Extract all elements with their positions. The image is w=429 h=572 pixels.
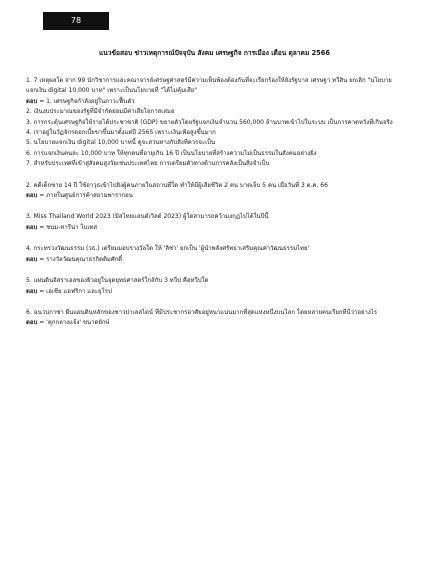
question-text: 3. Miss Thailand World 2023 (มิสไทยแลนด์เวิลด์ 2023) ผู้ใดสามารถคว้ามงกุฎไปได้ในปีนี้	[26, 213, 269, 221]
answer-item: 5. นโยบายแจกเงิน digital 10,000 บาทนี้ ดูจะสวนทางกับสิ่งที่ควรจะเป็น	[26, 139, 216, 147]
answer-item: 7. สำหรับประเทศที่เข้าสู่สังคมสูงวัยเช่นประเทศไทย การเตรียมตัวทางด้านการคลังเป็นสิ่งจำเป็น	[26, 160, 270, 168]
answer-label: ตอบ	[26, 287, 38, 295]
question-block	[26, 308, 402, 329]
question-block	[26, 181, 402, 202]
answer-text: = 'คุกกลางแจ้ง' ขนาดยักษ์	[39, 319, 110, 327]
answer-item: 3. การกระตุ้นเศรษฐกิจให้รายได้ประชาชาติ (GDP) ขยายตัวโดยรัฐแจกเงินจำนวน 560,000 ล้านบาทเข้าไปในระบบ เป็นการคาดหวังที่เกินจริง	[26, 118, 393, 126]
answer-text: = เอเชีย แอฟริกา และยุโรป	[39, 287, 112, 295]
answer-line	[26, 255, 402, 265]
answer-text: = ชนม-ทารีน่า โบเทส	[39, 223, 98, 231]
questions-list	[26, 76, 402, 340]
question-block	[26, 76, 402, 170]
answer-line	[26, 287, 402, 297]
question-block	[26, 276, 402, 297]
question-block	[26, 244, 402, 265]
answer-item: 6. การแจกเงินคนละ 10,000 บาท ให้ทุกคนที่อายุเกิน 16 ปี เป็นนโยบายที่สร้างความไม่เป็นธรรมในสังคมอย่างยิ่ง	[26, 149, 317, 157]
document-title: แนวข้อสอบ ข่าวเหตุการณ์ปัจจุบัน สังคม เศรษฐกิจ การเมือง เดือน ตุลาคม 2566	[99, 49, 330, 57]
answer-item: 2. เงินงบประมาณของรัฐที่มีจำกัดย่อมมีค่าเสียโอกาสเสมอ	[26, 108, 175, 116]
answer-label: ตอบ	[26, 97, 38, 105]
question-text: 2. คดีเด็กชาย 14 ปี ใช้อาวุธเข้าไปยิงผู้คนภายในสถานที่ใด ทำให้มีผู้เสียชีวิต 2 คน บาดเจ็บ 5 คน เมื่อวันที่ 3 ต.ค. 66	[26, 181, 328, 189]
answer-text: = 1. เศรษฐกิจกำลังอยู่ในภาวะฟื้นตัว	[39, 97, 135, 105]
answer-line	[26, 191, 402, 201]
question-text: 6. ฉนวนกาซา ผืนแผ่นดินหลักของชาวปาเลสไตน์ ที่มีประชากรอาศัยอยู่หนาแน่นมากที่สุดแห่งหนึ่งบนโลก โดยหลายคนเรียกที่นี่ว่าอย่างไร	[26, 308, 378, 316]
answer-item: 4. เราอยู่ในวัฏจักรดอกเบี้ยขาขึ้นมาตั้งแต่ปี 2565 เพราะเงินเฟ้อสูงขึ้นมาก	[26, 129, 216, 137]
answer-text: = รางวัลวัฒนคุณาธรกิตติมศักดิ์	[39, 255, 123, 263]
question-text: 1. 7 เหตุผลใด จาก 99 นักวิชาการและคณาจารย์เศรษฐศาสตร์มีความเห็นพ้องต้องกันที่จะเรียกร้องให้ยังรัฐบาล เศรษฐา ทวีสิน ยกเลิก "นโยบายแจกเงิน digital 10,000 บาท" เพราะเป็นนโยบายที่ "ได้ไม่คุ้มเสีย"	[26, 77, 392, 95]
answer-label: ตอบ	[26, 255, 38, 263]
answer-line	[26, 97, 402, 107]
question-text: 5. แผ่นดินอิสราเอลของยิวอยู่ในจุดยุทธศาสตร์ใกล้กับ 3 ทวีป คือทวีปใด	[26, 277, 209, 285]
page-number-badge: 78	[43, 12, 109, 30]
answer-text: = ภายในศูนย์การค้าสยามพารากอน	[39, 192, 133, 200]
answer-line	[26, 223, 402, 233]
answer-label: ตอบ	[26, 192, 38, 200]
question-block	[26, 212, 402, 233]
question-text: 4. กระทรวงวัฒนธรรม (วธ.) เตรียมมอบรางวัลใด ให้ 'ลิซ่า' ยกเป็น 'ผู้นำพลังศรัทธาเสริมคุณค่าวัฒนธรรมไทย'	[26, 245, 310, 253]
answer-label: ตอบ	[26, 223, 38, 231]
answer-label: ตอบ	[26, 319, 38, 327]
answer-line	[26, 318, 402, 328]
